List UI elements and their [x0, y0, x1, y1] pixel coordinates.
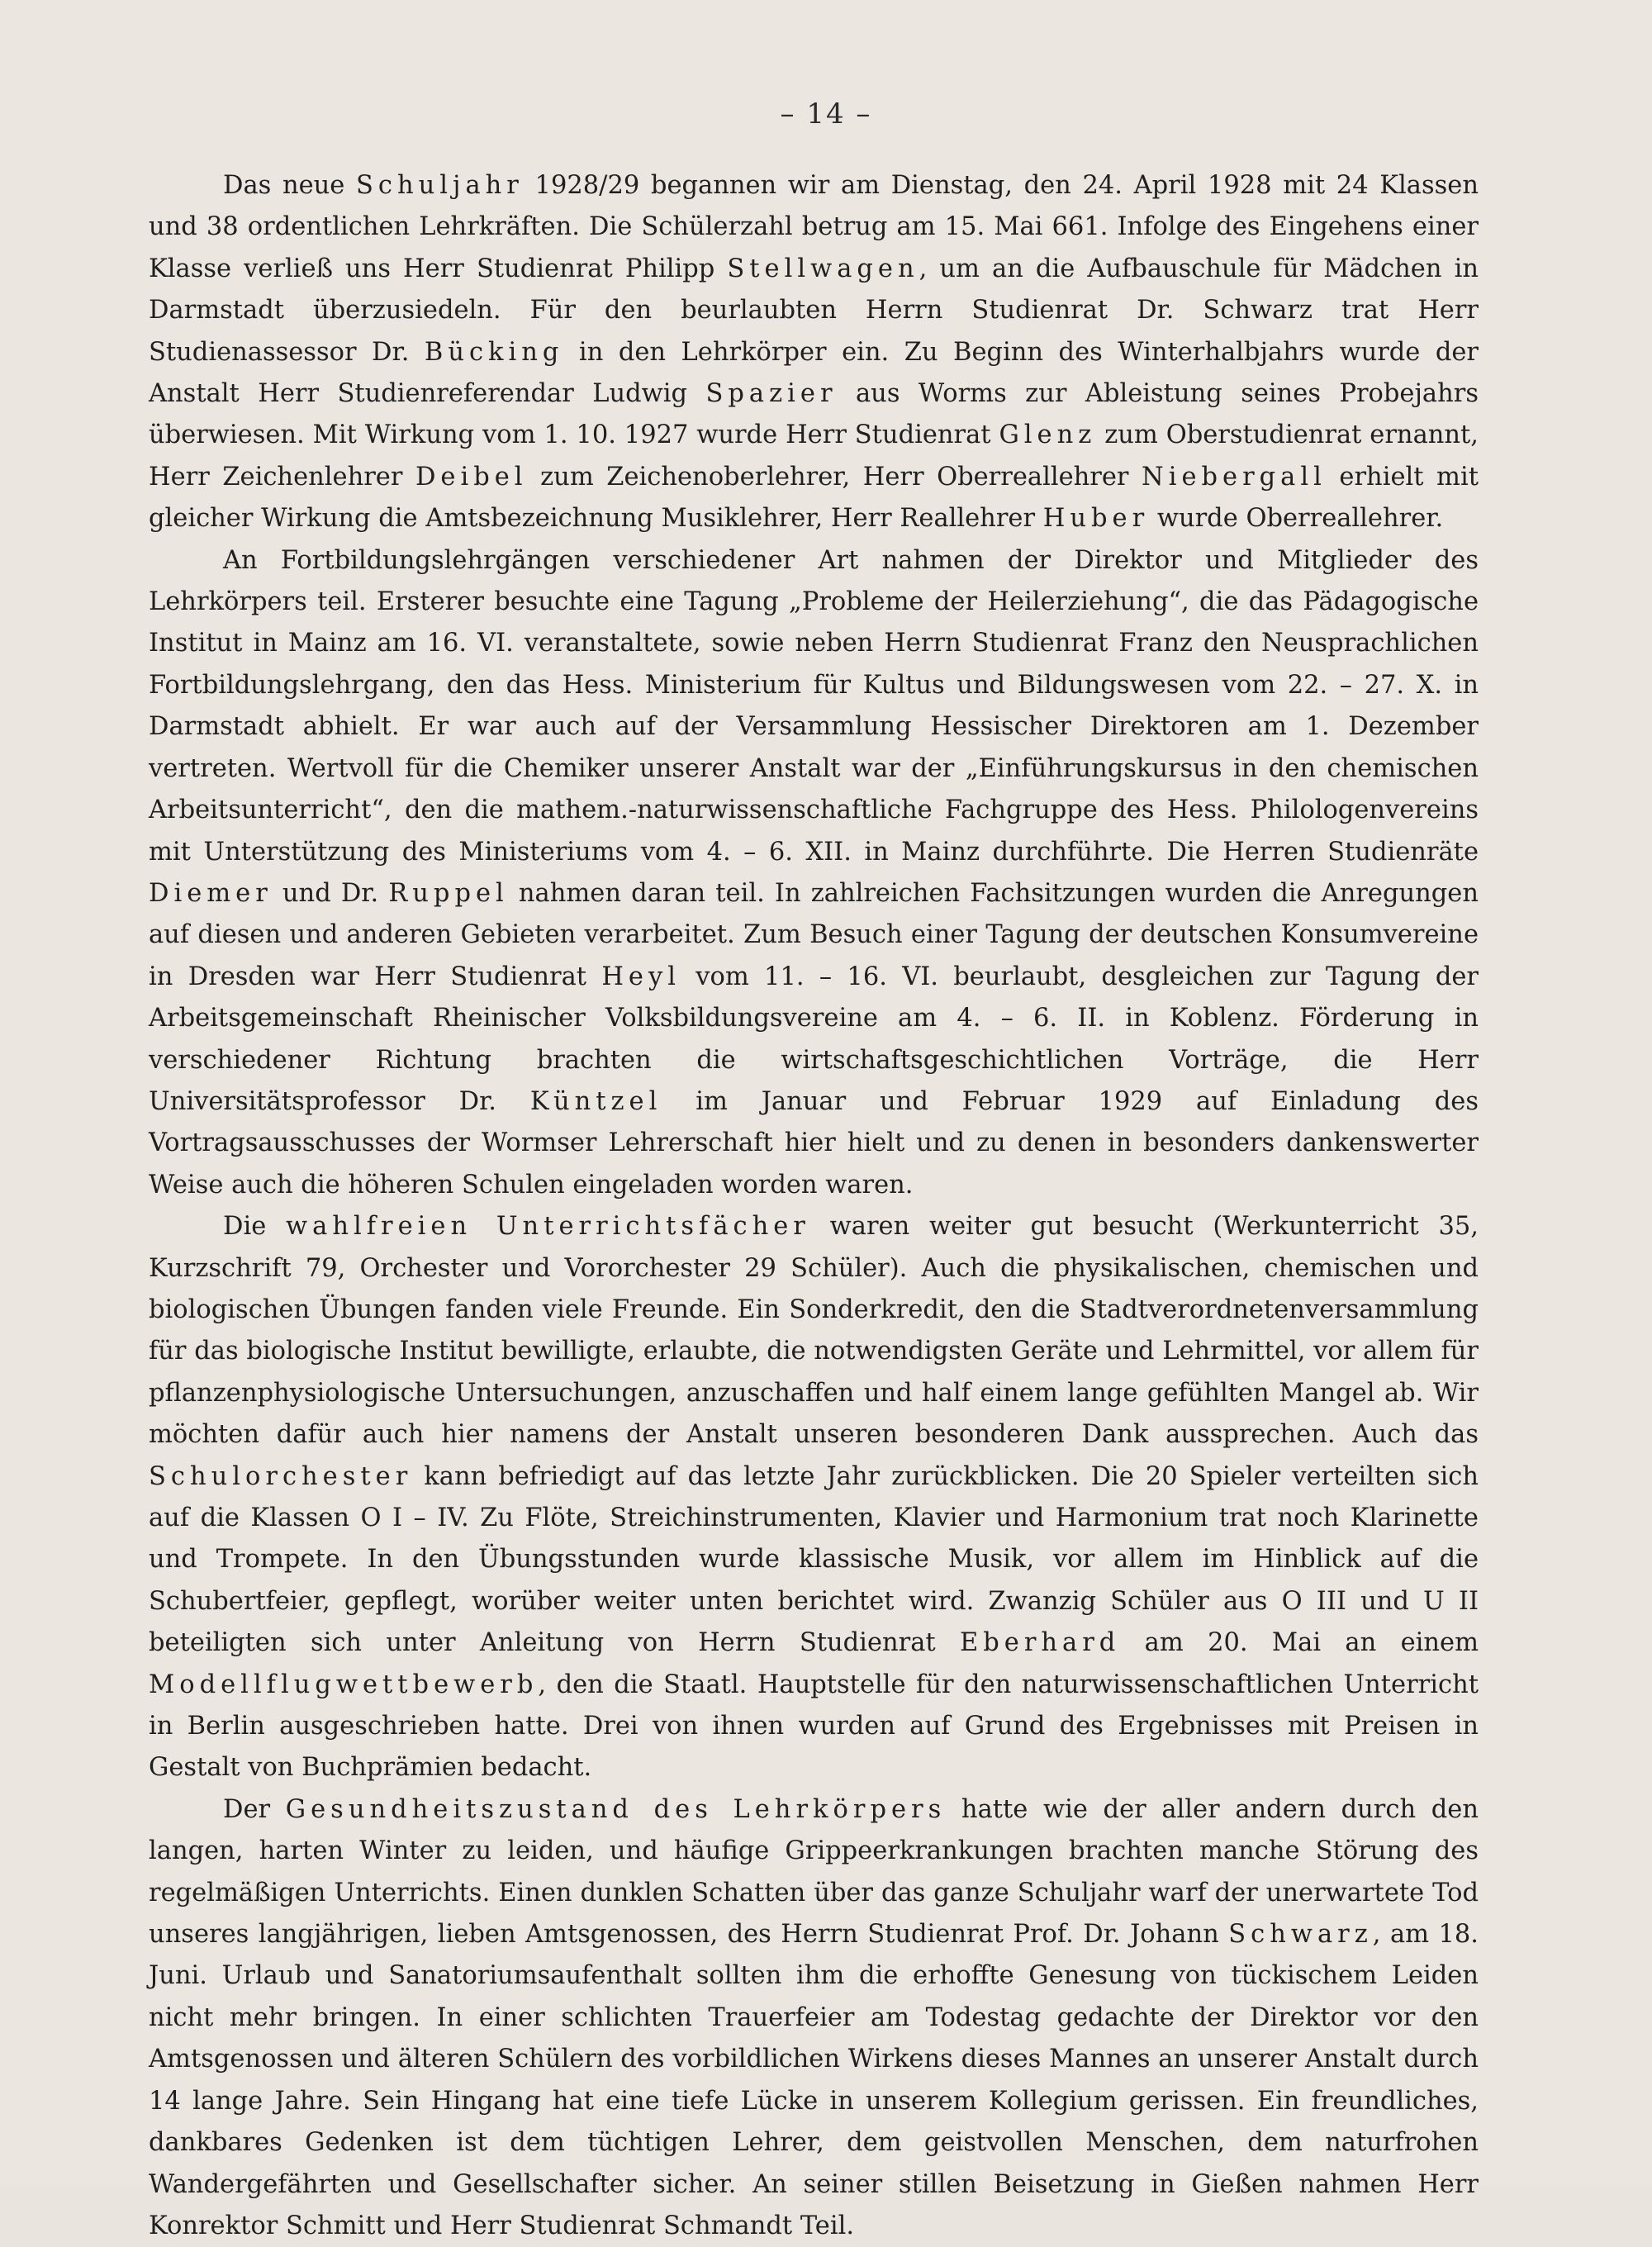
- page-number: – 14 –: [780, 97, 872, 131]
- emphasized-text: Gesundheitszustand des Lehrkörpers: [285, 1794, 947, 1824]
- text-run: zum Oberstudienrat ernannt, Herr Zeichenlehrer: [149, 420, 1479, 492]
- text-run: kann befriedigt auf das letzte Jahr zurückblicken. Die 20 Spieler verteilten sich auf die Klassen O I – IV. Zu Flöte, Streichinstrumenten, Klavier und Harmonium trat noch Klarinette und Trompete. In den Übungsstunden wurde klassische Musik, vor allem im Hinblick auf die Schubertfeier, gepflegt, worüber weiter unten berichtet wird. Zwanzig Schüler aus O III und U II beteiligten sich unter Anleitung von Herrn Studienrat: [149, 1461, 1479, 1658]
- text-run: im Januar und Februar 1929 auf Einladung des Vortragsausschusses der Wormser Lehrerschaft hier hielt und zu denen in besonders dankenswerter Weise auch die höheren Schulen eingeladen worden waren.: [149, 1086, 1479, 1200]
- text-run: zum Zeichenoberlehrer, Herr Oberreallehrer: [527, 462, 1142, 492]
- text-run: und Dr.: [272, 878, 389, 908]
- emphasized-text: Niebergall: [1142, 462, 1327, 492]
- text-run: An Fortbildungslehrgängen verschiedener Art nahmen der Direktor und Mitglieder des Lehrkörpers teil. Ersterer besuchte eine Tagung „Probleme der Heilerziehung“, die das Pädagogische Institut in Mainz am 16. VI. veranstaltete, sowie neben Herrn Studienrat Franz den Neusprachlichen Fortbildungslehrgang, den das Hess. Ministerium für Kultus und Bildungswesen vom 22. – 27. X. in Darmstadt abhielt. Er war auch auf der Versammlung Hessischer Direktoren am 1. Dezember vertreten. Wertvoll für die Chemiker unserer Anstalt war der „Einführungskursus in den chemischen Arbeitsunterricht“, den die mathem.-naturwissenschaftliche Fachgruppe des Hess. Philologenvereins mit Unterstützung des Ministeriums vom 4. – 6. XII. in Mainz durchführte. Die Herren Studienräte: [149, 545, 1479, 867]
- text-run: , den die Staatl. Hauptstelle für den naturwissenschaftlichen Unterricht in Berlin ausgeschrieben hatte. Drei von ihnen wurden auf Grund des Ergebnisses mit Preisen in Gestalt von Buchprämien bedacht.: [149, 1670, 1479, 1783]
- emphasized-text: Schulorchester: [149, 1461, 413, 1491]
- paragraph: [149, 540, 1479, 1207]
- emphasized-text: Küntzel: [529, 1086, 662, 1116]
- paragraph: [149, 1789, 1479, 2247]
- emphasized-text: Glenz: [999, 420, 1097, 450]
- text-run: Das neue: [223, 171, 356, 200]
- emphasized-text: Spazier: [705, 379, 838, 409]
- text-run: hatte wie der aller andern durch den langen, harten Winter zu leiden, und häufige Grippeerkrankungen brachten manche Störung des regelmäßigen Unterrichts. Einen dunklen Schatten über das ganze Schuljahr warf der unerwartete Tod unseres langjährigen, lieben Amtsgenossen, des Herrn Studienrat Prof. Dr. Johann: [149, 1794, 1479, 1950]
- text-run: Die: [223, 1212, 287, 1242]
- body-text: [149, 165, 1479, 2247]
- text-run: erhielt mit gleicher Wirkung die Amtsbezeichnung Musiklehrer, Herr Reallehrer: [149, 462, 1479, 534]
- emphasized-text: Ruppel: [388, 878, 509, 908]
- text-run: am 20. Mai an einem: [1120, 1628, 1479, 1658]
- emphasized-text: Deibel: [415, 462, 528, 492]
- emphasized-text: Schuljahr: [356, 171, 524, 200]
- emphasized-text: Stellwagen: [727, 254, 919, 283]
- paragraph: [149, 165, 1479, 540]
- emphasized-text: wahlfreien Unterrichtsfächer: [286, 1212, 810, 1242]
- text-run: , um an die Aufbauschule für Mädchen in Darmstadt überzusiedeln. Für den beurlaubten Herrn Studienrat Dr. Schwarz trat Herr Studienassessor Dr.: [149, 254, 1479, 367]
- text-run: in den Lehrkörper ein. Zu Beginn des Winterhalbjahrs wurde der Anstalt Herr Studienreferendar Ludwig: [149, 337, 1479, 409]
- text-run: , am 18. Juni. Urlaub und Sanatoriumsaufenthalt sollten ihm die erhoffte Genesung von tückischem Leiden nicht mehr bringen. In einer schlichten Trauerfeier am Todestag gedachte der Direktor vor den Amtsgenossen und älteren Schülern des vorbildlichen Wirkens dieses Mannes an unserer Anstalt durch 14 lange Jahre. Sein Hingang hat eine tiefe Lücke in unserem Kollegium gerissen. Ein freundliches, dankbares Gedenken ist dem tüchtigen Lehrer, dem geistvollen Menschen, dem naturfrohen Wandergefährten und Gesellschafter sicher. An seiner stillen Beisetzung in Gießen nahmen Herr Konrektor Schmitt und Herr Studienrat Schmandt Teil.: [149, 1920, 1479, 2240]
- text-run: 1928/29 begannen wir am Dienstag, den 24. April 1928 mit 24 Klassen und 38 ordentlichen Lehrkräften. Die Schülerzahl betrug am 15. Mai 661. Infolge des Eingehens einer Klasse verließ uns Herr Studienrat Philipp: [149, 171, 1479, 283]
- text-run: Der: [223, 1794, 286, 1824]
- emphasized-text: Heyl: [601, 962, 681, 991]
- emphasized-text: Schwarz: [1228, 1920, 1373, 1950]
- emphasized-text: Modellflugwettbewerb: [149, 1670, 539, 1699]
- emphasized-text: Eberhard: [959, 1628, 1121, 1658]
- emphasized-text: Bücking: [424, 337, 564, 367]
- emphasized-text: Huber: [1042, 504, 1150, 534]
- text-run: nahmen daran teil. In zahlreichen Fachsitzungen wurden die Anregungen auf diesen und anderen Gebieten verarbeitet. Zum Besuch einer Tagung der deutschen Konsumvereine in Dresden war Herr Studienrat: [149, 878, 1479, 991]
- paragraph: [149, 1206, 1479, 1789]
- text-run: waren weiter gut besucht (Werkunterricht 35, Kurzschrift 79, Orchester und Vororchester 29 Schüler). Auch die physikalischen, chemischen und biologischen Übungen fanden viele Freunde. Ein Sonderkredit, den die Stadtverordnetenversammlung für das biologische Institut bewilligte, erlaubte, die notwendigsten Geräte und Lehrmittel, vor allem für pflanzenphysiologische Untersuchungen, anzuschaffen und half einem lange gefühlten Mangel ab. Wir möchten dafür auch hier namens der Anstalt unseren besonderen Dank aussprechen. Auch das: [149, 1212, 1479, 1450]
- text-run: aus Worms zur Ableistung seines Probejahrs überwiesen. Mit Wirkung vom 1. 10. 1927 wurde Herr Studienrat: [149, 379, 1479, 450]
- text-run: wurde Oberreallehrer.: [1149, 504, 1444, 534]
- text-run: vom 11. – 16. VI. beurlaubt, desgleichen zur Tagung der Arbeitsgemeinschaft Rheinischer Volksbildungsvereine am 4. – 6. II. in Koblenz. Förderung in verschiedener Richtung brachten die wirtschaftsgeschichtlichen Vorträge, die Herr Universitätsprofessor Dr.: [149, 962, 1479, 1116]
- emphasized-text: Diemer: [149, 878, 273, 908]
